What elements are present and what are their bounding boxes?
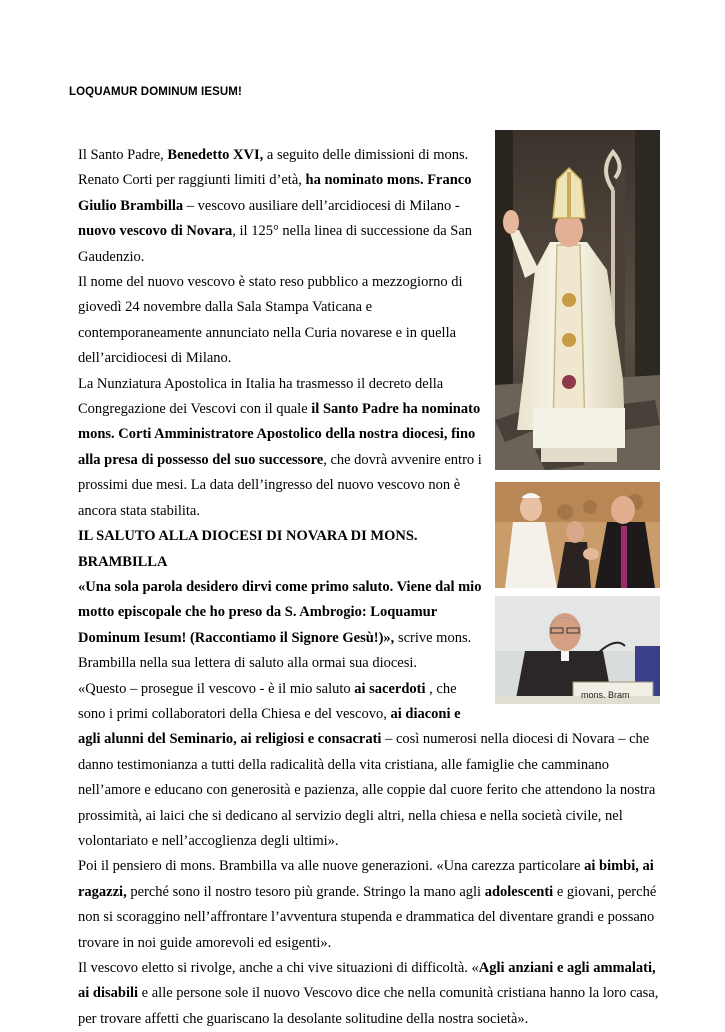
- photo-bishop-conference: [495, 596, 660, 704]
- p6-bold-2: ai diaconi e agli alunni del Seminario, ai religiosi e consacrati: [78, 705, 461, 748]
- p1-text-4: , il 125° nella linea di successione da San Gaudenzio.: [78, 223, 473, 265]
- paragraph-7: [69, 854, 661, 956]
- p3-text-1: La Nunziatura Apostolica in Italia ha trasmesso il decreto della Congregazione dei Vescovi con il quale: [78, 375, 444, 418]
- p6-text-3: – così numerosi nella diocesi di Novara – che danno testimonianza a tutti della radicalità della vita cristiana, alle famiglie che camminano nell’amore e educano con generosità e pazienza, alle coppie dal cuore ferito che attendono la nostra prossimità, ai laici che si dedicano al servizio degli altri, nella chiesa e nella società civile, nel volontariato e nell’accoglienza degli ultimi».: [78, 731, 656, 849]
- p7-bold-1: ai bimbi, ai ragazzi,: [78, 858, 654, 900]
- paragraph-8: [69, 956, 661, 1032]
- article-body: [69, 143, 661, 1032]
- p3-text-2: , che dovrà avvenire entro i prossimi due mesi. La data dell’ingresso del nuovo vescovo non è ancora stata stabilita.: [78, 451, 482, 519]
- conference-illustration: [495, 596, 660, 704]
- photo-bishop-cathedral: [495, 130, 660, 470]
- p8-text-1: Il vescovo eletto si rivolge, anche a chi vive situazioni di difficoltà. «: [78, 960, 479, 976]
- p6-text-1: «Questo – prosegue il vescovo - è il mio saluto: [78, 680, 355, 697]
- photo-meeting-pope: [495, 482, 660, 588]
- p6-text-2: , che sono i primi collaboratori della Chiesa e del vescovo,: [78, 680, 457, 722]
- section-heading: IL SALUTO ALLA DIOCESI DI NOVARA DI MONS. BRAMBILLA: [78, 528, 418, 570]
- p7-text-3: e giovani, perché non si scoraggino nell’affrontare l’avventura stupenda e drammatica del diventare grandi e possano trovare in noi guide amorevoli ed esigenti».: [78, 883, 657, 951]
- p7-bold-2: adolescenti: [484, 883, 554, 900]
- p7-text-2: perché sono il nostro tesoro più grande. Stringo la mano agli: [126, 883, 485, 900]
- p5-bold-1: «Una sola parola desidero dirvi come primo saluto. Viene dal mio motto episcopale che ho preso da S. Ambrogio: Loquamur Dominum Iesum! (Raccontiamo il Signore Gesù!)»,: [78, 578, 482, 646]
- p1-bold-2: ha nominato mons. Franco Giulio Brambilla: [78, 172, 472, 214]
- p7-text-1: Poi il pensiero di mons. Brambilla va alle nuove generazioni. «Una carezza particolare: [78, 858, 585, 875]
- p3-bold-1: il Santo Padre ha nominato mons. Corti Amministratore Apostolico della nostra diocesi, fino alla presa di possesso del suo successore: [78, 401, 481, 468]
- bishop-cathedral-illustration: [495, 130, 660, 470]
- p2-text-1: Il nome del nuovo vescovo è stato reso pubblico a mezzogiorno di giovedì 24 novembre dalla Sala Stampa Vaticana e contemporaneamente annunciato nella Curia novarese e in quella dell’arcidiocesi di Milano.: [78, 274, 463, 367]
- p1-bold-1: Benedetto XVI,: [167, 147, 264, 163]
- meeting-illustration: [495, 482, 660, 588]
- p6-bold-1: ai sacerdoti: [354, 680, 426, 697]
- photo-column: [495, 130, 661, 704]
- p1-text-2: a seguito delle dimissioni di mons. Renato Corti per raggiunti limiti d’età,: [78, 147, 469, 189]
- nameplate-label: mons. Bram: [581, 690, 630, 700]
- p1-text-3: – vescovo ausiliare dell’arcidiocesi di Milano -: [183, 197, 460, 214]
- p1-bold-3: nuovo vescovo di Novara: [78, 223, 233, 240]
- p5-text-1: scrive mons. Brambilla nella sua lettera di saluto alla ormai sua diocesi.: [78, 629, 472, 672]
- p1-text-1: Il Santo Padre,: [78, 147, 168, 163]
- p8-bold-1: Agli anziani e agli ammalati, ai disabili: [78, 960, 656, 1002]
- p8-text-2: e alle persone sole il nuovo Vescovo dice che nella comunità cristiana hanno la loro casa, per trovare affetti che guariscano la desolante solitudine della nostra società».: [78, 985, 659, 1027]
- page-title: LOQUAMUR DOMINUM IESUM!: [69, 86, 242, 98]
